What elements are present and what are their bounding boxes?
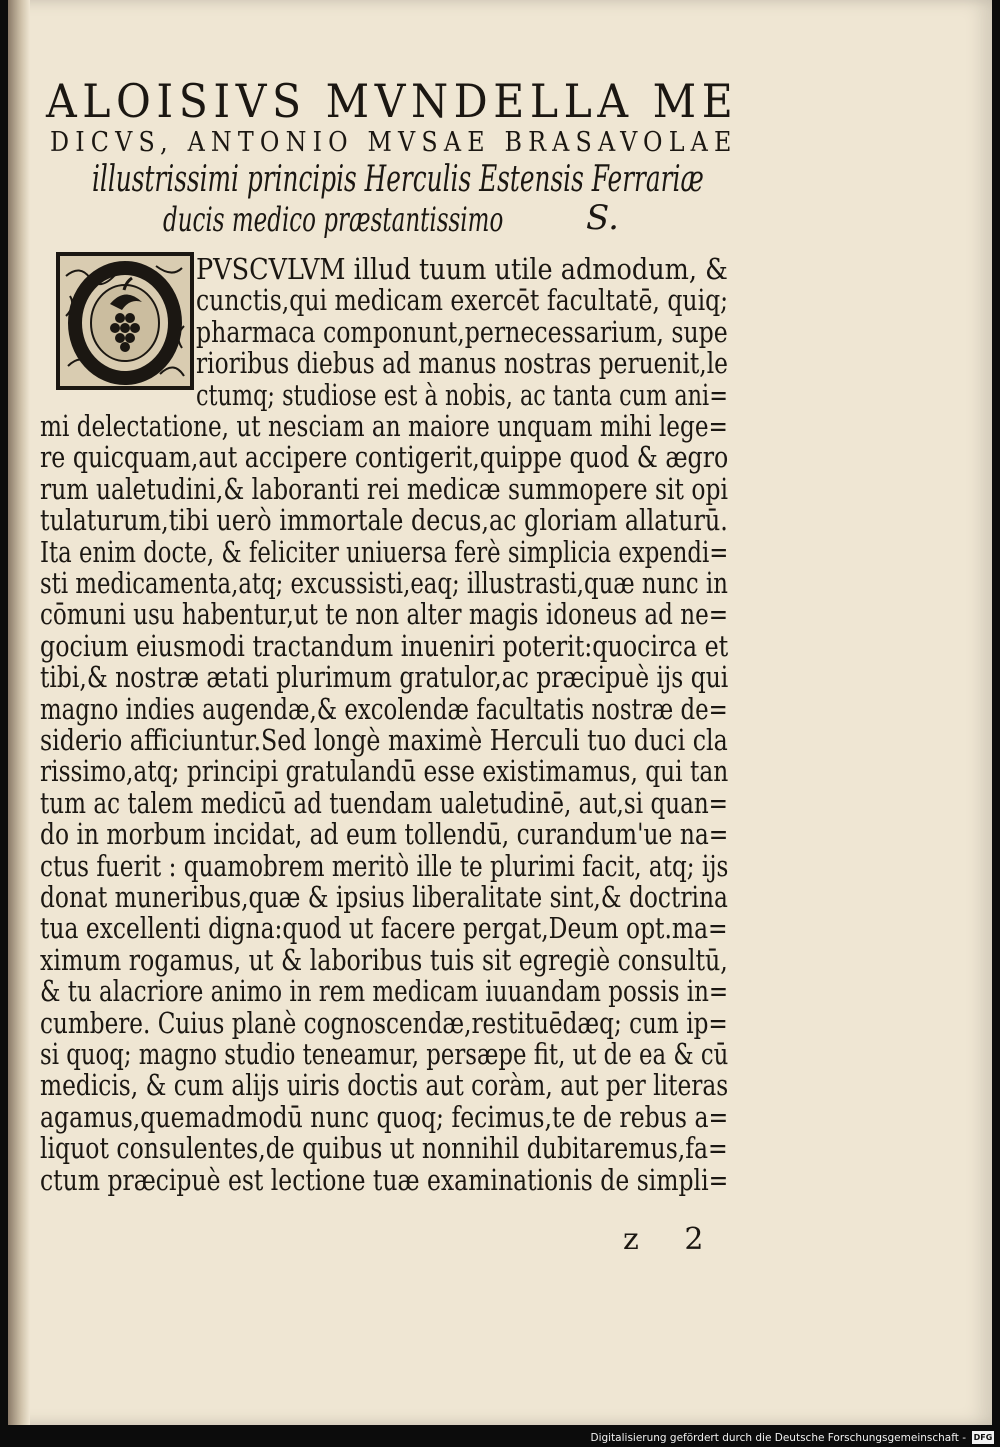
digitization-credit: Digitalisierung gefördert durch die Deutsche Forschungsgemeinschaft - [590,1432,966,1444]
body-line: sti medicamenta,atq; excussisti,eaq; illustrasti,quæ nunc in [40,567,728,600]
body-line: ximum rogamus, ut & laboribus tuis sit egregiè consultū, [40,943,728,977]
body-line: Ita enim docte, & feliciter uniuersa ferè simplicia expendi= [40,535,729,569]
body-line: mi delectatione, ut nesciam an maiore unquam mihi lege= [40,410,728,443]
body-line: ctumq; studiose est à nobis, ac tanta cum ani= [196,378,728,412]
body-line: donat muneribus,quæ & ipsius liberalitate sint,& doctrina [40,881,728,914]
heading-line-3: illustrissimi principis Herculis Estensis Ferrariæ [92,159,704,200]
heading-line-1: ALOISIVS MVNDELLA ME [46,74,739,128]
body-line: si quoq; magno studio teneamur, persæpe fit, ut de ea & cū [40,1038,729,1071]
body-line: siderio afficiuntur.Sed longè maximè Herculi tuo duci cla [40,724,728,757]
book-page [8,0,992,1425]
body-line: pharmaca componunt,pernecessarium, supe [196,315,728,349]
heading-line-4: ducis medico præstantissimo [163,200,504,240]
body-line: cumbere. Cuius planè cognoscendæ,restituēdæq; cum ip= [40,1006,728,1040]
body-line: tua excellenti digna:quod ut facere pergat,Deum opt.ma= [40,912,728,946]
body-line: cunctis,qui medicam exercēt facultatē, quiq; [196,284,729,318]
dfg-logo: DFG [973,1433,993,1442]
body-line: rissimo,atq; principi gratulandū esse existimamus, qui tan [40,755,729,789]
decorated-initial-illustration [60,256,190,386]
body-line: tulaturum,tibi uerò immortale decus,ac gloriam allaturū. [40,504,728,538]
body-line: gocium eiusmodi tractandum inueniri poterit:quocirca et [40,629,729,663]
heading-signoff: S. [586,198,619,238]
body-line: PVSCVLVM illud tuum utile admodum, & [196,253,728,286]
body-line: ctum præcipuè est lectione tuæ examinationis de simpli= [40,1163,729,1197]
body-line: agamus,quemadmodū nunc quoq; fecimus,te de rebus a= [40,1100,729,1134]
body-line: tum ac talem medicū ad tuendam ualetudinē, aut,si quan= [40,786,729,820]
book-spine-shadow [8,0,30,1425]
body-line: do in morbum incidat, ad eum tollendū, curandum'ue na= [40,818,729,852]
body-line: tibi,& nostræ ætati plurimum gratulor,ac præcipuè ijs qui [40,661,729,695]
body-line: rum ualetudini,& laboranti rei medicæ summopere sit opi [40,472,728,506]
body-line: rioribus diebus ad manus nostras peruenit,le [196,347,728,381]
body-line: ctus fuerit : quamobrem meritò ille te plurimi facit, atq; ijs [40,849,729,883]
body-line: medicis, & cum alijs uiris doctis aut coràm, aut per literas [40,1069,729,1103]
body-line: re quicquam,aut accipere contigerit,quippe quod & ægro [40,441,729,475]
signature-mark: z 2 [623,1222,722,1257]
body-line: magno indies augendæ,& excolendæ facultatis nostræ de= [40,692,728,726]
heading-line-2: DICVS, ANTONIO MVSAE BRASAVOLAE [50,127,738,158]
decorated-initial-o [56,252,194,390]
body-line: cōmuni usu habentur,ut te non alter magis idoneus ad ne= [40,598,729,632]
body-line: liquot consulentes,de quibus ut nonnihil dubitaremus,fa= [40,1132,728,1166]
body-line: & tu alacriore animo in rem medicam iuuandam possis in= [40,975,729,1009]
